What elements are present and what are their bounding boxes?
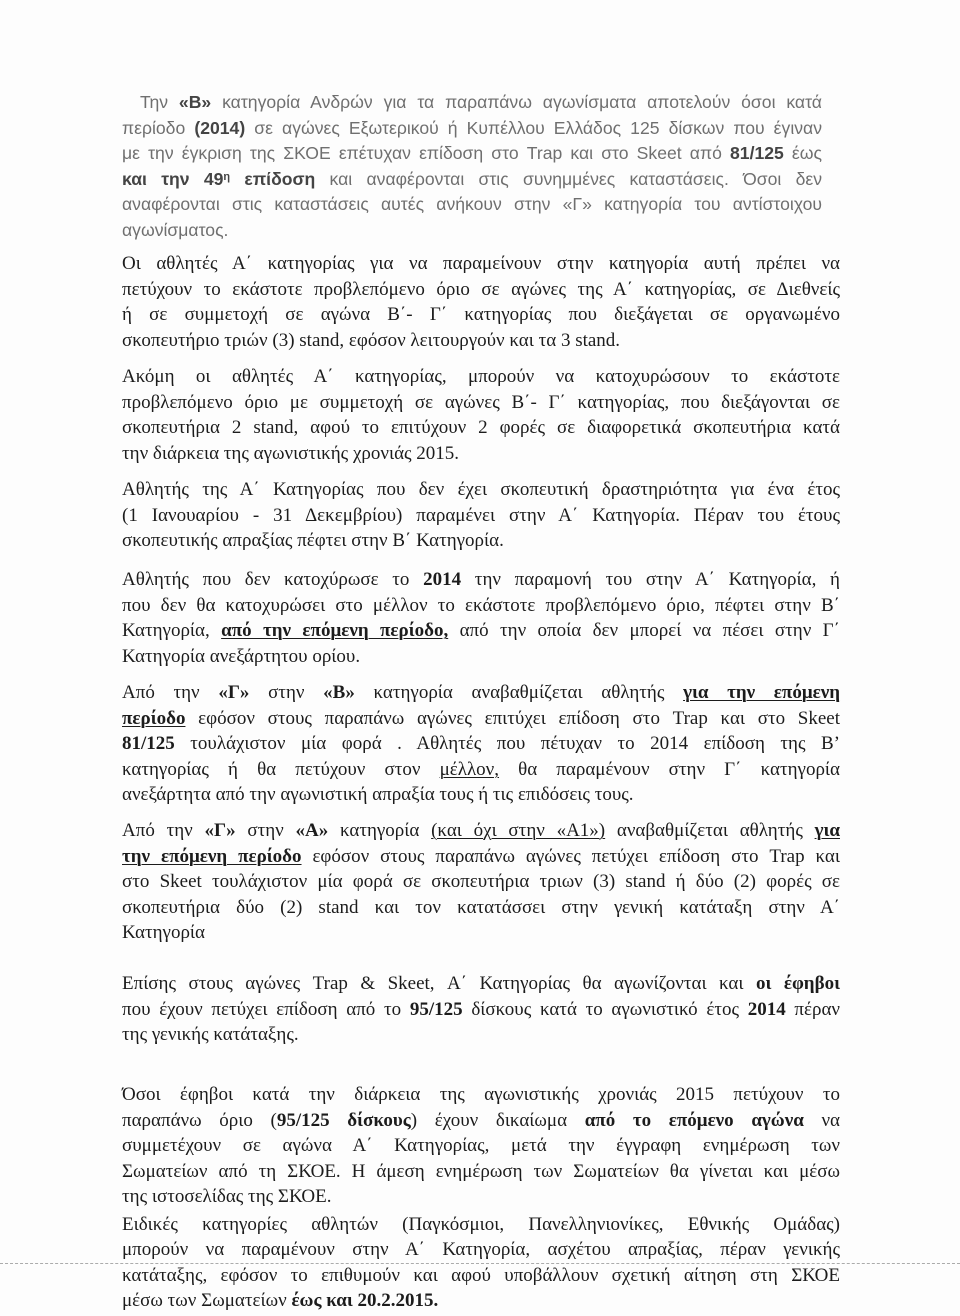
text-run: μέσω των Σωματείων [122, 1290, 292, 1312]
text-run: Ακόμη οι αθλητές Α΄ κατηγορίας, μπορούν να κατοχυρώσουν το εκάστοτε [122, 366, 840, 387]
text-run: Σωματείων από τη ΣΚΟΕ. Η άμεση ενημέρωση των Σωματείων θα γίνεται και μέσω [122, 1160, 840, 1182]
text-line [122, 895, 840, 921]
text-line [122, 415, 840, 441]
text-line [122, 1082, 840, 1108]
text-line [122, 390, 840, 416]
text-line [122, 441, 840, 467]
text-line [122, 680, 840, 706]
text-run: στην [249, 682, 324, 703]
text-line [122, 302, 840, 328]
bold-text: «Γ» [218, 682, 250, 703]
bold-text: από το επόμενο αγώνα [584, 1109, 804, 1131]
bold-text: έως και 20.2.2015. [291, 1290, 439, 1312]
bold-text: 95/125 δίσκους [276, 1109, 411, 1131]
text-run: Οι αθλητές Α΄ κατηγορίας για να παραμείνουν στην κατηγορία αυτή πρέπει να [122, 253, 840, 274]
text-run: δίσκους κατά το αγωνιστικό έτος [462, 998, 748, 1020]
text-run: την διάρκεια της αγωνιστικής χρονιάς 2015. [122, 442, 460, 464]
text-line [122, 731, 840, 757]
text-run: Αθλητής της Α΄ Κατηγορίας που δεν έχει σκοπευτική δραστηριότητα για ένα έτος [122, 479, 840, 500]
text-run: παραπάνω όριο ( [122, 1109, 277, 1131]
text-run: περίοδο [122, 117, 195, 138]
text-run: στο Skeet τουλάχιστον μία φορά σε σκοπευτήρια τριων (3) stand ή δύο (2) φορές σε [122, 871, 840, 893]
text-run: Την [140, 92, 179, 112]
underlined-text: μέλλον, [439, 758, 500, 780]
text-run: κατηγορία [328, 820, 432, 841]
text-line [122, 782, 840, 808]
text-run: κατάταξης, εφόσον το επιθυμούν και αφού υποβάλλουν σχετική αίτηση στη ΣΚΟΕ [122, 1264, 840, 1286]
text-line [122, 920, 840, 946]
text-line [122, 593, 840, 619]
text-run: με την έγκριση της ΣΚΟΕ επέτυχαν επίδοση στο Trap και στο Skeet από [122, 143, 730, 164]
text-run: πέραν [785, 998, 840, 1020]
text-run: Ειδικές κατηγορίες αθλητών (Παγκόσμιοι, Πανελληνιονίκες, Εθνικής Ομάδας) [122, 1214, 840, 1235]
bold-text: 81/125 [730, 143, 784, 164]
text-line [122, 618, 840, 644]
text-line [122, 116, 822, 142]
text-line [122, 477, 840, 503]
text-line [122, 90, 822, 116]
bold-text: επίδοση [230, 168, 316, 189]
text-run: τουλάχιστον μία φορά . Αθλητές που πέτυχαν το 2014 επίδοση της Β’ [174, 733, 840, 755]
text-run: εφόσον στους παραπάνω αγώνες πετύχει επίδοση στο Trap και [301, 845, 840, 867]
text-run: σκοπευτήρια δύο (2) stand και τον κατατάσσει στην γενική κατάταξη στην Α΄ [122, 896, 840, 918]
text-line [122, 1237, 840, 1262]
bold-text: και την 49 [122, 168, 224, 189]
text-line [122, 167, 822, 193]
text-line [122, 567, 840, 593]
text-run: στην [235, 820, 296, 841]
text-line [122, 192, 822, 218]
text-run: που έχουν πετύχει επίδοση από το [122, 998, 410, 1020]
bold-text: οι έφηβοι [755, 973, 840, 994]
text-line [122, 757, 840, 783]
text-line [122, 328, 840, 354]
text-line [122, 1212, 840, 1237]
text-run: Κατηγορία, [122, 620, 222, 642]
text-run: ) έχουν δικαίωμα [410, 1109, 585, 1131]
text-line [122, 141, 822, 167]
text-run: Από την [122, 682, 219, 703]
bold-text: (2014) [194, 117, 246, 138]
text-line [122, 1108, 840, 1134]
text-run: αναβαθμίζεται αθλητής [605, 820, 815, 841]
text-run: αγωνίσματος. [122, 219, 229, 240]
text-run: Από την [122, 820, 205, 841]
paragraph-juniors-in-category-a [122, 971, 840, 1048]
text-line [122, 1159, 840, 1185]
text-run: ανεξάρτητα από την αγωνιστική απραξία τους ή τις επιδόσεις τους. [122, 784, 634, 806]
text-run: προβλεπόμενο όριο με συμμετοχή σε αγώνες Β΄- Γ΄ κατηγορίας, που διεξάγονται σε [122, 391, 840, 413]
text-run: και αναφέρονται στις συνημμένες καταστάσεις. Όσοι δεν [315, 168, 822, 189]
paragraph-promotion-c-to-b [122, 680, 840, 808]
paragraph-category-b-definition [122, 90, 822, 244]
bold-text: «Α» [295, 820, 329, 841]
text-run: κατηγορία Ανδρών για τα παραπάνω αγωνίσματα αποτελούν όσοι κατά [211, 92, 822, 112]
text-run: Κατηγορία ανεξάρτητου ορίου. [122, 645, 361, 667]
text-line [122, 971, 840, 997]
text-line [122, 528, 840, 554]
text-line [122, 844, 840, 870]
text-run: Όσοι έφηβοι κατά την διάρκεια της αγωνιστικής χρονιάς 2015 πετύχουν το [122, 1084, 840, 1105]
text-run: θα παραμένουν στην Γ΄ κατηγορία [499, 758, 840, 780]
text-run: εφόσον στους παραπάνω αγώνες επιτύχει επίδοση στο Trap και στο Skeet [185, 707, 840, 729]
text-line [122, 277, 840, 303]
paragraph-category-a-inactivity [122, 477, 840, 554]
superscript-text: η [223, 170, 231, 183]
text-run: της γενικής κατάταξης. [122, 1024, 299, 1046]
text-line [122, 218, 822, 244]
bold-underlined-text: από την επόμενη περίοδο, [221, 620, 449, 642]
text-run: Κατηγορία [122, 922, 205, 944]
text-run: από την οποία δεν μπορεί να πέσει στην Γ΄ [448, 620, 840, 642]
text-run: συμμετέχουν σε αγώνα Α΄ Κατηγορίας, μετά την έγγραφη ενημέρωση των [122, 1135, 840, 1157]
underlined-text: (και όχι στην «Α1») [431, 820, 606, 841]
paragraph-category-a-retention [122, 251, 840, 353]
text-line [122, 1184, 840, 1210]
bold-text: 81/125 [122, 733, 175, 755]
text-run: σκοπευτήρια 2 stand, αφού το επιτύχουν 2 φορές σε διαφορετικά σκοπευτήρια κατά [122, 417, 840, 439]
text-run: σκοπευτικής απραξίας πέφτει στην Β΄ Κατηγορία. [122, 530, 504, 552]
text-run: την παραμονή του στην Α΄ Κατηγορία, ή [461, 569, 840, 590]
text-line [122, 364, 840, 390]
bold-text: «Β» [178, 92, 212, 112]
bold-text: «Β» [323, 682, 355, 703]
text-line [122, 503, 840, 529]
bold-text: «Γ» [204, 820, 236, 841]
text-run: Επίσης στους αγώνες Trap & Skeet, Α΄ Κατηγορίας θα αγωνίζονται και [122, 973, 756, 994]
text-line [122, 1263, 840, 1288]
bold-text: 95/125 [409, 998, 463, 1020]
paragraph-promotion-c-to-a [122, 818, 840, 946]
bold-underlined-text: περίοδο [122, 707, 186, 729]
text-run: να [803, 1109, 840, 1131]
text-run: Αθλητής που δεν κατοχύρωσε το [122, 569, 424, 590]
text-run: κατηγορίας ή θα πετύχουν στον [122, 758, 440, 780]
scan-artifact-line [0, 1263, 960, 1264]
text-line [122, 251, 840, 277]
bold-underlined-text: την επόμενη περίοδο [122, 845, 302, 867]
text-run: κατηγορία αναβαθμίζεται αθλητής [354, 682, 684, 703]
text-line [122, 644, 840, 670]
bold-underlined-text: για [814, 820, 840, 841]
text-run: αναφέρονται στις καταστάσεις αυτές ανήκουν στην «Γ» κατηγορία του αντίστοιχου [122, 194, 822, 215]
paragraph-category-a-limit-in-b-c-events [122, 364, 840, 466]
text-line [122, 1288, 840, 1313]
bold-text: 2014 [423, 569, 462, 590]
text-run: μπορούν να παραμένουν στην Α΄ Κατηγορία, ασχέτου απραξίας, πέραν γενικής [122, 1239, 840, 1261]
text-line [122, 706, 840, 732]
text-run: πετύχουν το εκάστοτε προβλεπόμενο όριο σε αγώνες της Α΄ κατηγορίας, σε Διεθνείς [122, 278, 840, 300]
text-line [122, 997, 840, 1023]
text-run: σκοπευτήριο τριών (3) stand, εφόσον λειτουργούν και τα 3 stand. [122, 329, 621, 351]
text-run: σε αγώνες Εξωτερικού ή Κυπέλλου Ελλάδος 125 δίσκων που έγιναν [245, 117, 823, 138]
text-run: έως [783, 143, 822, 164]
paragraph-relegation-to-b [122, 567, 840, 669]
text-run: της ιστοσελίδας της ΣΚΟΕ. [122, 1186, 332, 1208]
text-line [122, 818, 840, 844]
text-run: (1 Ιανουαρίου - 31 Δεκεμβρίου) παραμένει στην Α΄ Κατηγορία. Πέραν του έτους [122, 504, 840, 526]
bold-text: 2014 [747, 998, 786, 1020]
text-line [122, 1022, 840, 1048]
text-line [122, 869, 840, 895]
text-run: που δεν θα κατοχυρώσει στο μέλλον το εκάστοτε προβλεπόμενο όριο, πέφτει στην Β΄ [122, 594, 840, 616]
paragraph-juniors-during-season [122, 1082, 840, 1210]
text-run: ή σε συμμετοχή σε αγώνα Β΄- Γ΄ κατηγορίας που διεξάγεται σε οργανωμένο [122, 304, 840, 326]
bold-underlined-text: για την επόμενη [683, 682, 841, 703]
text-line [122, 1133, 840, 1159]
